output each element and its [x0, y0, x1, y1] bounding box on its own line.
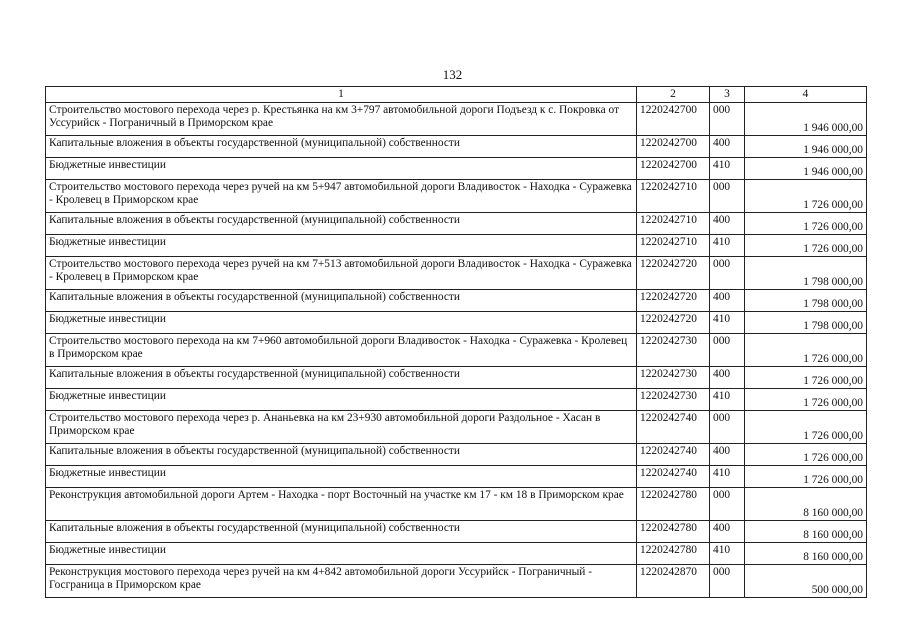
row-code: 1220242780 — [637, 543, 710, 565]
table-row — [46, 257, 867, 290]
header-col-3: 3 — [710, 87, 745, 103]
row-type: 410 — [710, 158, 745, 180]
row-amount: 1 726 000,00 — [745, 389, 867, 411]
row-name: Реконструкция мостового перехода через ручей на км 4+842 автомобильной дороги Уссурийск - Пограничный - Госграница в Приморском крае — [46, 565, 637, 598]
row-type: 000 — [710, 411, 745, 444]
row-name: Бюджетные инвестиции — [46, 312, 637, 334]
row-type: 400 — [710, 521, 745, 543]
row-name: Реконструкция автомобильной дороги Артем - Находка - порт Восточный на участке км 17 - км 18 в Приморском крае — [46, 488, 637, 521]
row-name: Капитальные вложения в объекты государственной (муниципальной) собственности — [46, 213, 637, 235]
row-code: 1220242720 — [637, 257, 710, 290]
row-name: Строительство мостового перехода через ручей на км 5+947 автомобильной дороги Владивосток - Находка - Суражевка - Кролевец в Приморском крае — [46, 180, 637, 213]
row-name: Строительство мостового перехода через р. Ананьевка на км 23+930 автомобильной дороги Раздольное - Хасан в Приморском крае — [46, 411, 637, 444]
row-code: 1220242720 — [637, 290, 710, 312]
table-row — [46, 290, 867, 312]
row-code: 1220242740 — [637, 444, 710, 466]
table-row — [46, 136, 867, 158]
row-amount: 1 726 000,00 — [745, 367, 867, 389]
row-code: 1220242740 — [637, 466, 710, 488]
row-type: 400 — [710, 136, 745, 158]
row-code: 1220242700 — [637, 136, 710, 158]
row-type: 000 — [710, 103, 745, 136]
header-col-1: 1 — [46, 87, 637, 103]
row-amount: 8 160 000,00 — [745, 543, 867, 565]
row-type: 410 — [710, 389, 745, 411]
table-row — [46, 312, 867, 334]
row-type: 000 — [710, 334, 745, 367]
row-name: Капитальные вложения в объекты государственной (муниципальной) собственности — [46, 290, 637, 312]
row-code: 1220242700 — [637, 158, 710, 180]
row-name: Строительство мостового перехода на км 7+960 автомобильной дороги Владивосток - Находка - Суражевка - Кролевец в Приморском крае — [46, 334, 637, 367]
row-amount: 8 160 000,00 — [745, 521, 867, 543]
row-amount: 1 946 000,00 — [745, 103, 867, 136]
table-row — [46, 389, 867, 411]
row-type: 000 — [710, 180, 745, 213]
row-type: 000 — [710, 565, 745, 598]
row-name: Бюджетные инвестиции — [46, 389, 637, 411]
row-name: Бюджетные инвестиции — [46, 235, 637, 257]
row-code: 1220242730 — [637, 334, 710, 367]
row-type: 400 — [710, 290, 745, 312]
header-col-2: 2 — [637, 87, 710, 103]
row-amount: 1 726 000,00 — [745, 180, 867, 213]
row-amount: 1 946 000,00 — [745, 158, 867, 180]
row-type: 400 — [710, 367, 745, 389]
row-amount: 1 798 000,00 — [745, 312, 867, 334]
row-name: Капитальные вложения в объекты государственной (муниципальной) собственности — [46, 367, 637, 389]
row-name: Бюджетные инвестиции — [46, 543, 637, 565]
table-row — [46, 103, 867, 136]
table-row — [46, 213, 867, 235]
table-header-row — [46, 87, 867, 103]
table-row — [46, 543, 867, 565]
row-code: 1220242720 — [637, 312, 710, 334]
row-type: 410 — [710, 466, 745, 488]
row-code: 1220242700 — [637, 103, 710, 136]
row-amount: 1 726 000,00 — [745, 213, 867, 235]
row-name: Капитальные вложения в объекты государственной (муниципальной) собственности — [46, 444, 637, 466]
table-row — [46, 565, 867, 598]
row-type: 400 — [710, 213, 745, 235]
row-name: Бюджетные инвестиции — [46, 466, 637, 488]
row-amount: 1 726 000,00 — [745, 334, 867, 367]
row-amount: 8 160 000,00 — [745, 488, 867, 521]
row-amount: 1 726 000,00 — [745, 235, 867, 257]
row-amount: 1 798 000,00 — [745, 257, 867, 290]
row-name: Строительство мостового перехода через ручей на км 7+513 автомобильной дороги Владивосток - Находка - Суражевка - Кролевец в Приморском крае — [46, 257, 637, 290]
row-code: 1220242780 — [637, 521, 710, 543]
table-row — [46, 466, 867, 488]
table-row — [46, 411, 867, 444]
row-type: 000 — [710, 257, 745, 290]
row-amount: 500 000,00 — [745, 565, 867, 598]
row-code: 1220242710 — [637, 180, 710, 213]
row-code: 1220242730 — [637, 367, 710, 389]
table-row — [46, 367, 867, 389]
row-type: 000 — [710, 488, 745, 521]
row-name: Строительство мостового перехода через р. Крестьянка на км 3+797 автомобильной дороги Подъезд к с. Покровка от Уссурийск - Пограничный в Приморском крае — [46, 103, 637, 136]
row-code: 1220242710 — [637, 213, 710, 235]
row-code: 1220242740 — [637, 411, 710, 444]
budget-table — [45, 86, 867, 598]
header-col-4: 4 — [745, 87, 867, 103]
page-number: 132 — [442, 67, 463, 82]
row-name: Бюджетные инвестиции — [46, 158, 637, 180]
row-code: 1220242870 — [637, 565, 710, 598]
row-amount: 1 726 000,00 — [745, 411, 867, 444]
row-name: Капитальные вложения в объекты государственной (муниципальной) собственности — [46, 136, 637, 158]
row-amount: 1 798 000,00 — [745, 290, 867, 312]
row-code: 1220242710 — [637, 235, 710, 257]
row-type: 410 — [710, 235, 745, 257]
table-row — [46, 158, 867, 180]
row-amount: 1 946 000,00 — [745, 136, 867, 158]
row-type: 410 — [710, 312, 745, 334]
row-amount: 1 726 000,00 — [745, 444, 867, 466]
table-row — [46, 488, 867, 521]
row-code: 1220242780 — [637, 488, 710, 521]
table-row — [46, 334, 867, 367]
table-row — [46, 180, 867, 213]
row-type: 400 — [710, 444, 745, 466]
table-row — [46, 521, 867, 543]
table-row — [46, 444, 867, 466]
row-type: 410 — [710, 543, 745, 565]
table-row — [46, 235, 867, 257]
row-amount: 1 726 000,00 — [745, 466, 867, 488]
row-code: 1220242730 — [637, 389, 710, 411]
row-name: Капитальные вложения в объекты государственной (муниципальной) собственности — [46, 521, 637, 543]
